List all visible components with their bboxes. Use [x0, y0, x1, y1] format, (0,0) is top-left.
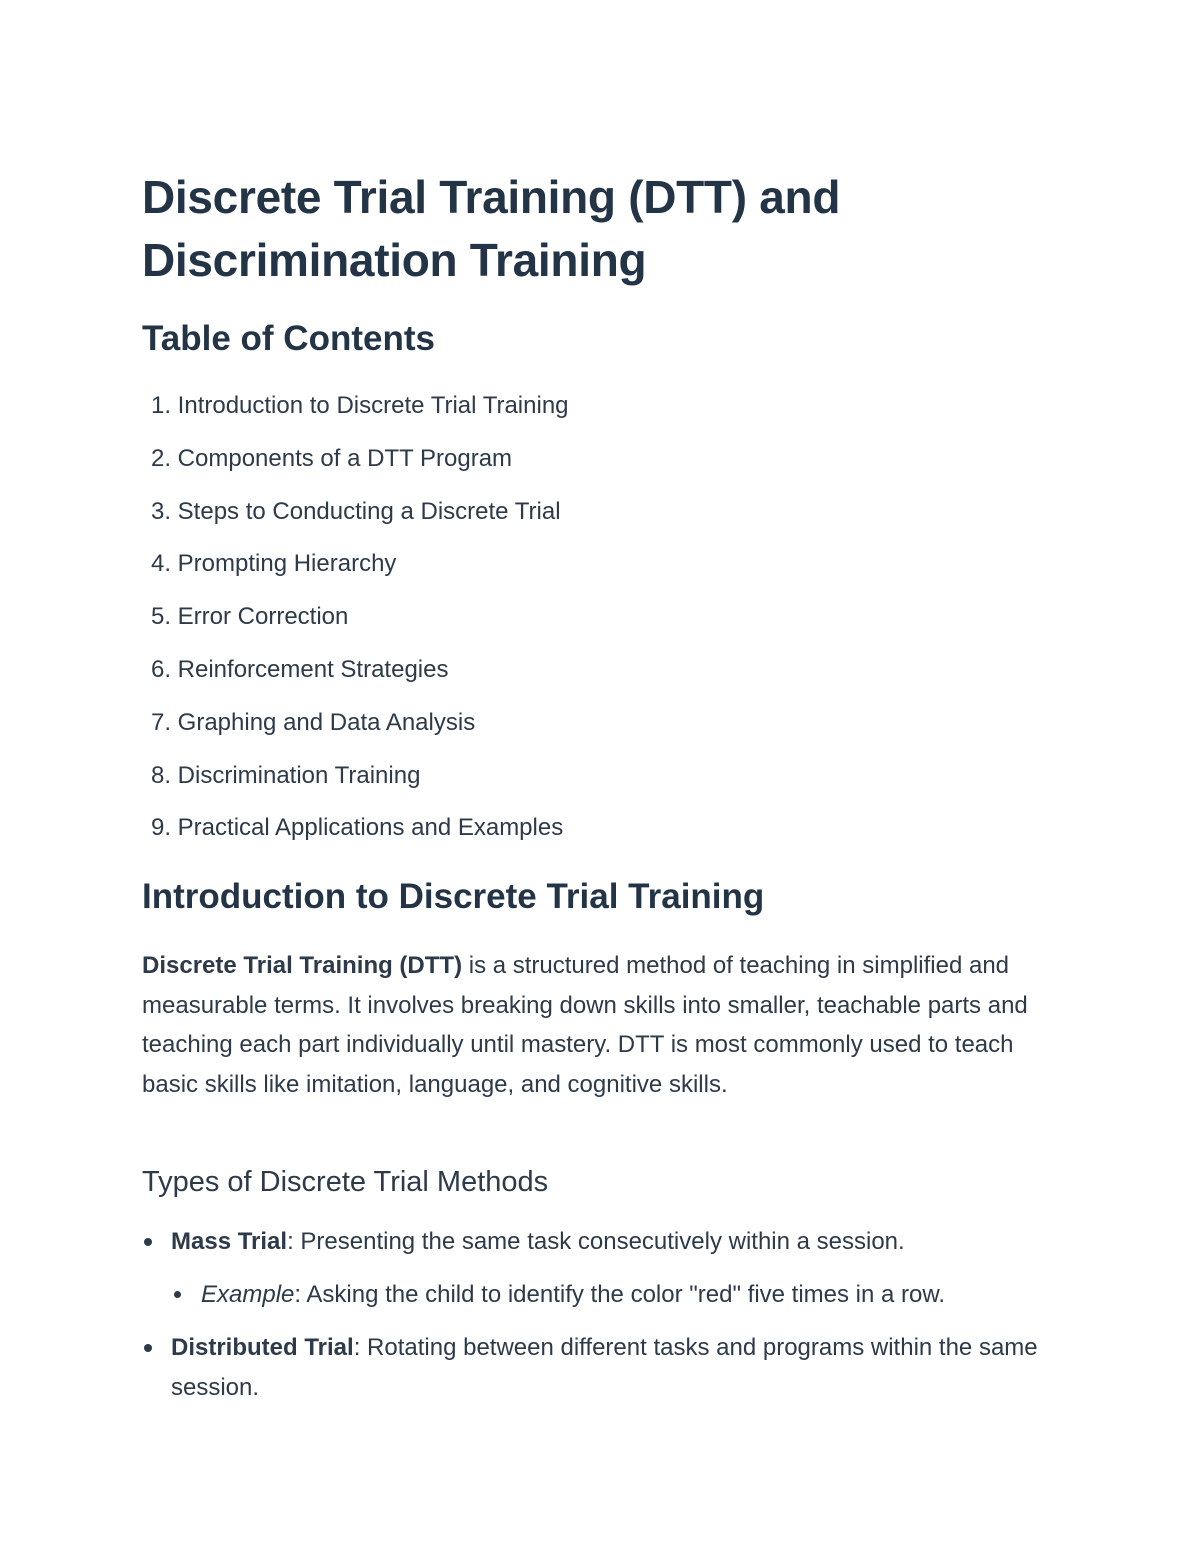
mass-trial-desc: : Presenting the same task consecutively within a session. — [287, 1228, 905, 1255]
toc-item-label: Reinforcement Strategies — [177, 655, 449, 683]
methods-list — [142, 1222, 1062, 1408]
toc-item-label: Practical Applications and Examples — [177, 814, 564, 842]
toc-item[interactable] — [142, 750, 569, 803]
toc-item-number: 8. — [150, 761, 171, 789]
toc-item[interactable] — [142, 802, 569, 855]
example-desc: : Asking the child to identify the color "red" five times in a row. — [294, 1281, 946, 1308]
toc-item-label: Introduction to Discrete Trial Training — [177, 392, 569, 419]
toc-item[interactable] — [142, 538, 569, 591]
distributed-trial-term: Distributed Trial — [171, 1334, 354, 1361]
bullet-icon — [144, 1238, 152, 1246]
section-heading-introduction: Introduction to Discrete Trial Training — [142, 877, 765, 916]
distributed-trial-desc: : Rotating between different tasks and programs within the same session. — [171, 1334, 1038, 1401]
toc-item[interactable] — [142, 644, 569, 697]
subsection-heading-types: Types of Discrete Trial Methods — [142, 1166, 549, 1198]
toc-item[interactable] — [142, 433, 569, 486]
list-item-mass-trial — [142, 1222, 1062, 1262]
list-item-example — [142, 1275, 1062, 1315]
toc-item-number: 6. — [150, 655, 171, 683]
intro-paragraph — [142, 946, 1062, 1104]
bullet-icon — [174, 1291, 181, 1298]
toc-item-label: Components of a DTT Program — [177, 444, 513, 472]
toc-item-number: 3. — [150, 497, 171, 525]
intro-term: Discrete Trial Training (DTT) — [142, 952, 463, 979]
example-term: Example — [201, 1281, 295, 1308]
toc-item-number: 4. — [150, 550, 171, 578]
toc-item[interactable] — [142, 697, 569, 750]
toc-item-number: 2. — [150, 444, 171, 472]
bullet-icon — [144, 1344, 152, 1352]
toc-item-label: Graphing and Data Analysis — [177, 708, 476, 736]
document-title: Discrete Trial Training (DTT) and Discrimination Training — [142, 171, 841, 286]
toc-item-label: Discrimination Training — [177, 761, 421, 789]
toc-item[interactable] — [142, 486, 569, 539]
toc-item-number: 1. — [150, 392, 171, 419]
toc-item-number: 5. — [150, 603, 171, 631]
toc-item-label: Steps to Conducting a Discrete Trial — [177, 497, 561, 525]
mass-trial-term: Mass Trial — [171, 1228, 288, 1255]
toc-heading: Table of Contents — [142, 319, 435, 358]
toc-item-number: 7. — [150, 708, 171, 736]
table-of-contents — [142, 380, 569, 855]
toc-item-label: Error Correction — [177, 603, 349, 631]
list-item-distributed-trial — [142, 1328, 1062, 1408]
toc-item-number: 9. — [150, 814, 171, 842]
toc-item-label: Prompting Hierarchy — [177, 550, 397, 578]
toc-item[interactable] — [142, 591, 569, 644]
toc-item[interactable] — [142, 380, 569, 433]
intro-body: is a structured method of teaching in simplified and measurable terms. It involves breaking down skills into smaller, teachable parts and teaching each part individually until mastery. DTT is most commonly used to teach basic skills like imitation, language, and cognitive skills. — [142, 952, 1028, 1098]
